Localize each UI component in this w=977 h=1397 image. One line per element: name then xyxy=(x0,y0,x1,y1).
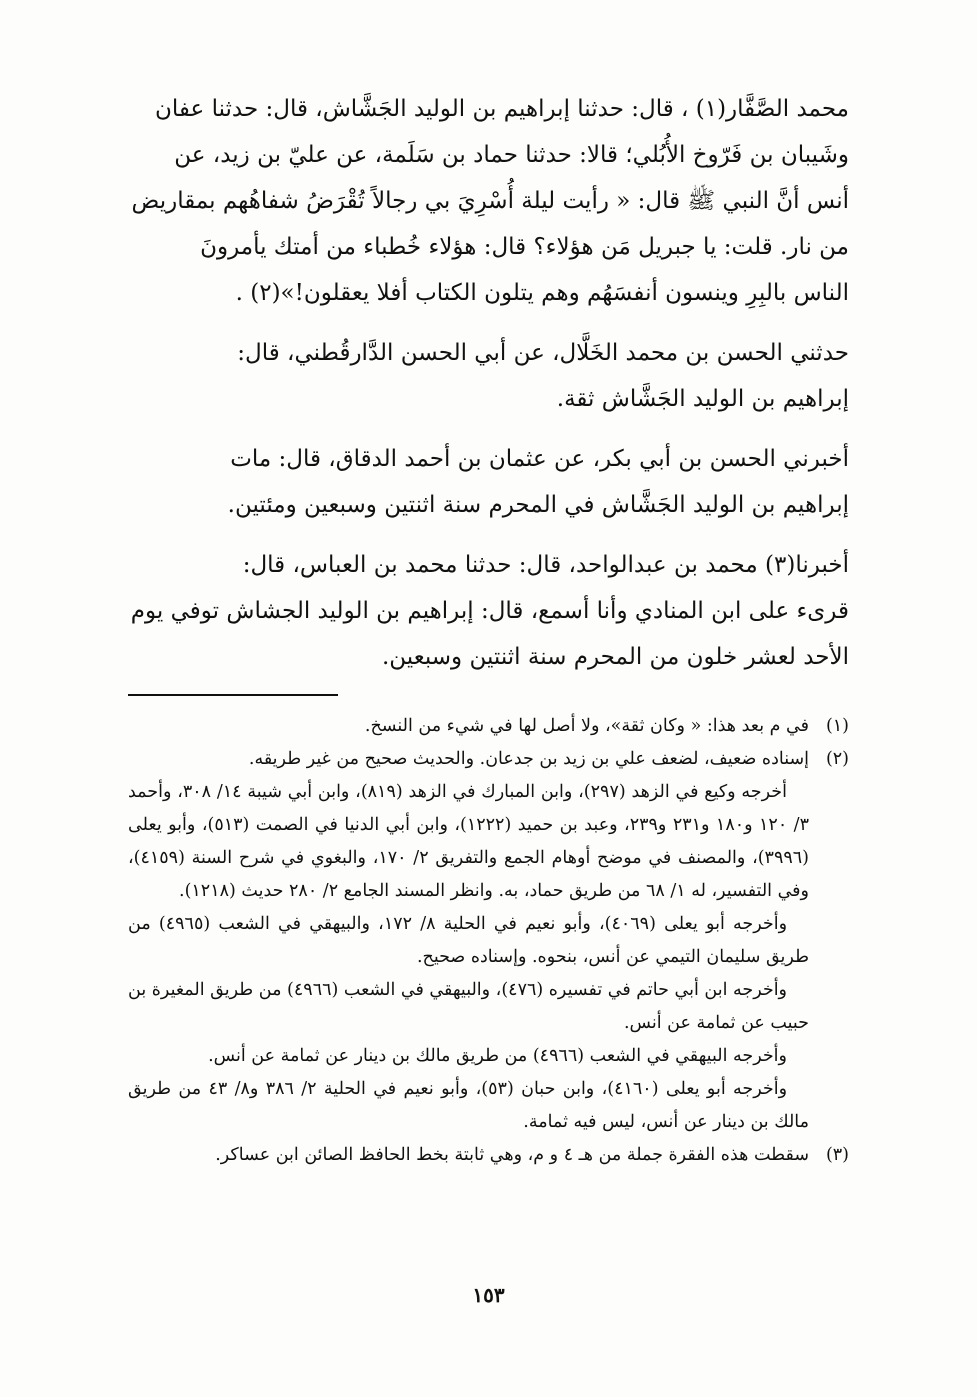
line: الأحد لعشر خلون من المحرم سنة اثنتين وسبعين. xyxy=(381,644,849,670)
footnote-3 xyxy=(128,1139,849,1172)
paragraph-4 xyxy=(128,542,849,680)
paragraph-1 xyxy=(128,86,849,316)
line: إبراهيم بن الوليد الجَشَّاش في المحرم سنة اثنتين وسبعين ومئتين. xyxy=(227,492,849,518)
line: قرىء على ابن المنادي وأنا أسمع، قال: إبراهيم بن الوليد الجشاش توفي يوم xyxy=(130,598,849,624)
footnote-text: سقطت هذه الفقرة جملة من هـ ٤ و م، وهي ثابتة بخط الحافظ الصائن ابن عساكر. xyxy=(215,1145,809,1165)
line: محمد الصَّفَّار(١) ، قال: حدثنا إبراهيم بن الوليد الجَشَّاش، قال: حدثنا عفان xyxy=(155,96,849,122)
line: أنس أنَّ النبي ﷺ قال: « رأيت ليلة أُسْرِيَ بي رجالاً تُقْرَضُ شفاهُهم بمقاريض xyxy=(131,188,849,214)
footnote-text: إسناده ضعيف، لضعف علي بن زيد بن جدعان. والحديث صحيح من غير طريقه. xyxy=(248,749,809,769)
footnote-text: وأخرجه البيهقي في الشعب (٤٩٦٦) من طريق مالك بن دينار عن ثمامة عن أنس. xyxy=(208,1046,787,1066)
footnote-1 xyxy=(128,710,849,743)
line: أخبرني الحسن بن أبي بكر، عن عثمان بن أحمد الدقاق، قال: مات xyxy=(230,446,849,472)
footnote-text: وأخرجه أبو يعلى (٤١٦٠)، وابن حبان (٥٣)، وأبو نعيم في الحلية ٢/ ٣٨٦ و٨/ ٤٣ من طريق مالك بن دينار عن أنس، ليس فيه ثمامة. xyxy=(128,1079,809,1132)
footnote-text: أخرجه وكيع في الزهد (٢٩٧)، وابن المبارك في الزهد (٨١٩)، وابن أبي شيبة ١٤/ ٣٠٨، وأحمد ٣/ ١٢٠ و١٨٠ و٢٣١ و٢٣٩، وعبد بن حميد (١٢٢٢)، وابن أبي الدنيا في الصمت (٥١٣)، وأبو يعلى (٣٩٩٦)، والمصنف في موضح أوهام الجمع والتفريق ٢/ ١٧٠، والبغوي في شرح السنة (٤١٥٩)، وفي التفسير، له ١/ ٦٨ من طريق حماد، به. وانظر المسند الجامع ٢/ ٢٨٠ حديث (١٢١٨). xyxy=(128,782,809,901)
paragraph-2 xyxy=(128,330,849,422)
footnote-body xyxy=(128,743,809,1139)
footnote-2 xyxy=(128,743,849,1139)
footnote-number: (٢) xyxy=(825,749,849,769)
footnote-number: (٣) xyxy=(825,1145,849,1165)
footnote-text: وأخرجه ابن أبي حاتم في تفسيره (٤٧٦)، والبيهقي في الشعب (٤٩٦٦) من طريق المغيرة بن حبيب عن ثمامة عن أنس. xyxy=(128,980,809,1033)
page xyxy=(128,86,849,1357)
footnote-text: وأخرجه أبو يعلى (٤٠٦٩)، وأبو نعيم في الحلية ٨/ ١٧٢، والبيهقي في الشعب (٤٩٦٥) من طريق سليمان التيمي عن أنس، بنحوه. وإسناده صحيح. xyxy=(128,914,809,967)
footnote-separator xyxy=(128,694,338,696)
line: إبراهيم بن الوليد الجَشَّاش ثقة. xyxy=(556,386,849,412)
line: من نار. قلت: يا جبريل مَن هؤلاء؟ قال: هؤلاء خُطباء من أمتك يأمرونَ xyxy=(200,234,849,260)
page-number: ١٥٣ xyxy=(472,1283,505,1307)
line: الناس بالبِرِ وينسون أنفسَهُم وهم يتلون الكتاب أفلا يعقلون!»(٢) . xyxy=(235,280,849,306)
footnote-body xyxy=(128,1139,809,1172)
footnote-number: (١) xyxy=(825,716,849,736)
footnotes xyxy=(128,710,849,1172)
line: أخبرنا(٣) محمد بن عبدالواحد، قال: حدثنا محمد بن العباس، قال: xyxy=(242,552,849,578)
line: حدثني الحسن بن محمد الخَلَّال، عن أبي الحسن الدَّارقُطني، قال: xyxy=(237,340,849,366)
paragraph-3 xyxy=(128,436,849,528)
footnote-body xyxy=(128,710,809,743)
line: وشَيبان بن فَرّوخ الأُبُلي؛ قالا: حدثنا حماد بن سَلَمة، عن عليّ بن زيد، عن xyxy=(174,142,849,168)
footnote-text: في م بعد هذا: « وكان ثقة»، ولا أصل لها في شيء من النسخ. xyxy=(364,716,809,736)
